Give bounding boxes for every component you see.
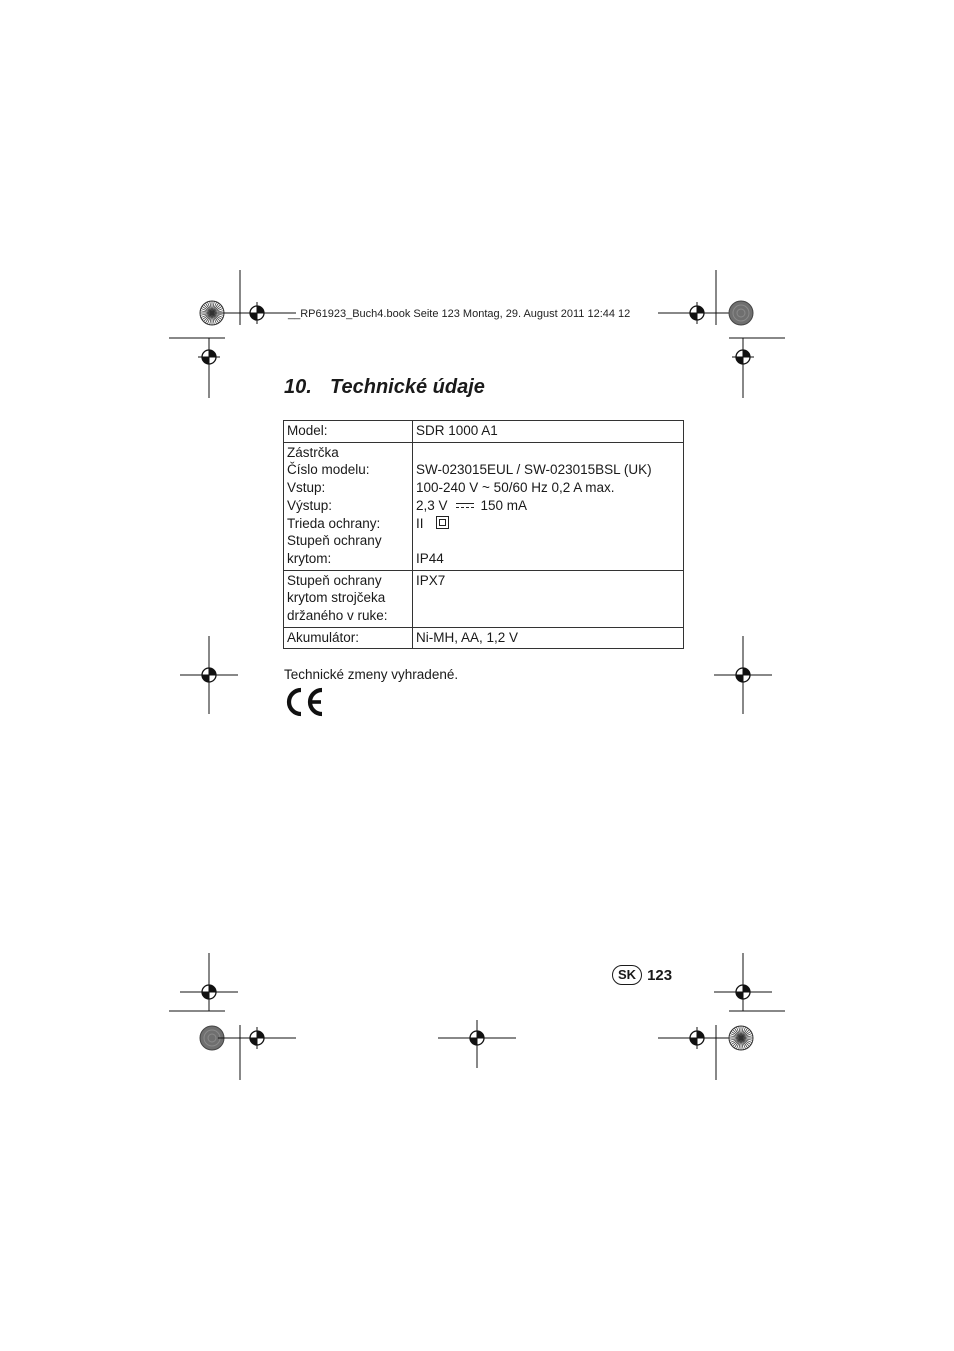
value-protection-class	[416, 515, 680, 533]
value-empty	[416, 532, 680, 550]
page-number: 123	[647, 966, 673, 984]
row-value	[413, 421, 684, 443]
label-battery: Akumulátor:	[287, 629, 360, 645]
table-row	[284, 421, 684, 443]
label-ip-rating-1: Stupeň ochrany	[287, 533, 382, 549]
table-row	[284, 570, 684, 627]
value-output	[416, 497, 680, 515]
label-ip-rating-2: krytom:	[287, 550, 332, 566]
table-row	[284, 627, 684, 649]
technical-changes-note: Technické zmeny vyhradené.	[284, 667, 459, 682]
label-model: Model:	[287, 423, 328, 438]
value-plug-empty	[416, 444, 680, 462]
print-job-header: __RP61923_Buch4.book Seite 123 Montag, 29. August 2011 12:44 12	[288, 308, 631, 320]
value-protection-class-text: II	[416, 515, 424, 531]
ce-mark-icon	[284, 686, 326, 718]
value-battery: Ni-MH, AA, 1,2 V	[416, 629, 519, 645]
label-shaver-ip-3: držaného v ruke:	[287, 608, 388, 624]
value-ip-rating: IP44	[416, 550, 444, 566]
protection-class-2-icon	[436, 516, 449, 529]
row-value	[413, 442, 684, 570]
label-shaver-ip-2: krytom strojčeka	[287, 590, 386, 606]
table-row	[284, 442, 684, 570]
label-output: Výstup:	[287, 497, 333, 513]
language-badge: SK	[612, 965, 642, 985]
section-title-text: Technické údaje	[330, 376, 485, 398]
dc-current-symbol-icon	[456, 502, 474, 510]
row-value	[413, 570, 684, 627]
row-label	[284, 442, 413, 570]
label-shaver-ip-1: Stupeň ochrany	[287, 572, 382, 588]
label-model-number: Číslo modelu:	[287, 462, 370, 478]
value-output-current: 150 mA	[480, 497, 528, 513]
label-input: Vstup:	[287, 480, 326, 496]
section-title	[284, 376, 485, 399]
row-value	[413, 627, 684, 649]
value-input: 100-240 V ~ 50/60 Hz 0,2 A max.	[416, 480, 615, 496]
page-footer	[612, 965, 672, 985]
row-label	[284, 421, 413, 443]
technical-data-table	[283, 420, 684, 649]
value-output-voltage: 2,3 V	[416, 497, 448, 513]
value-model: SDR 1000 A1	[416, 423, 498, 438]
row-label	[284, 570, 413, 627]
value-shaver-ip: IPX7	[416, 572, 446, 588]
label-plug: Zástrčka	[287, 444, 339, 460]
section-number: 10.	[284, 376, 312, 398]
label-protection-class: Trieda ochrany:	[287, 515, 381, 531]
row-label	[284, 627, 413, 649]
value-model-number: SW-023015EUL / SW-023015BSL (UK)	[416, 462, 652, 478]
